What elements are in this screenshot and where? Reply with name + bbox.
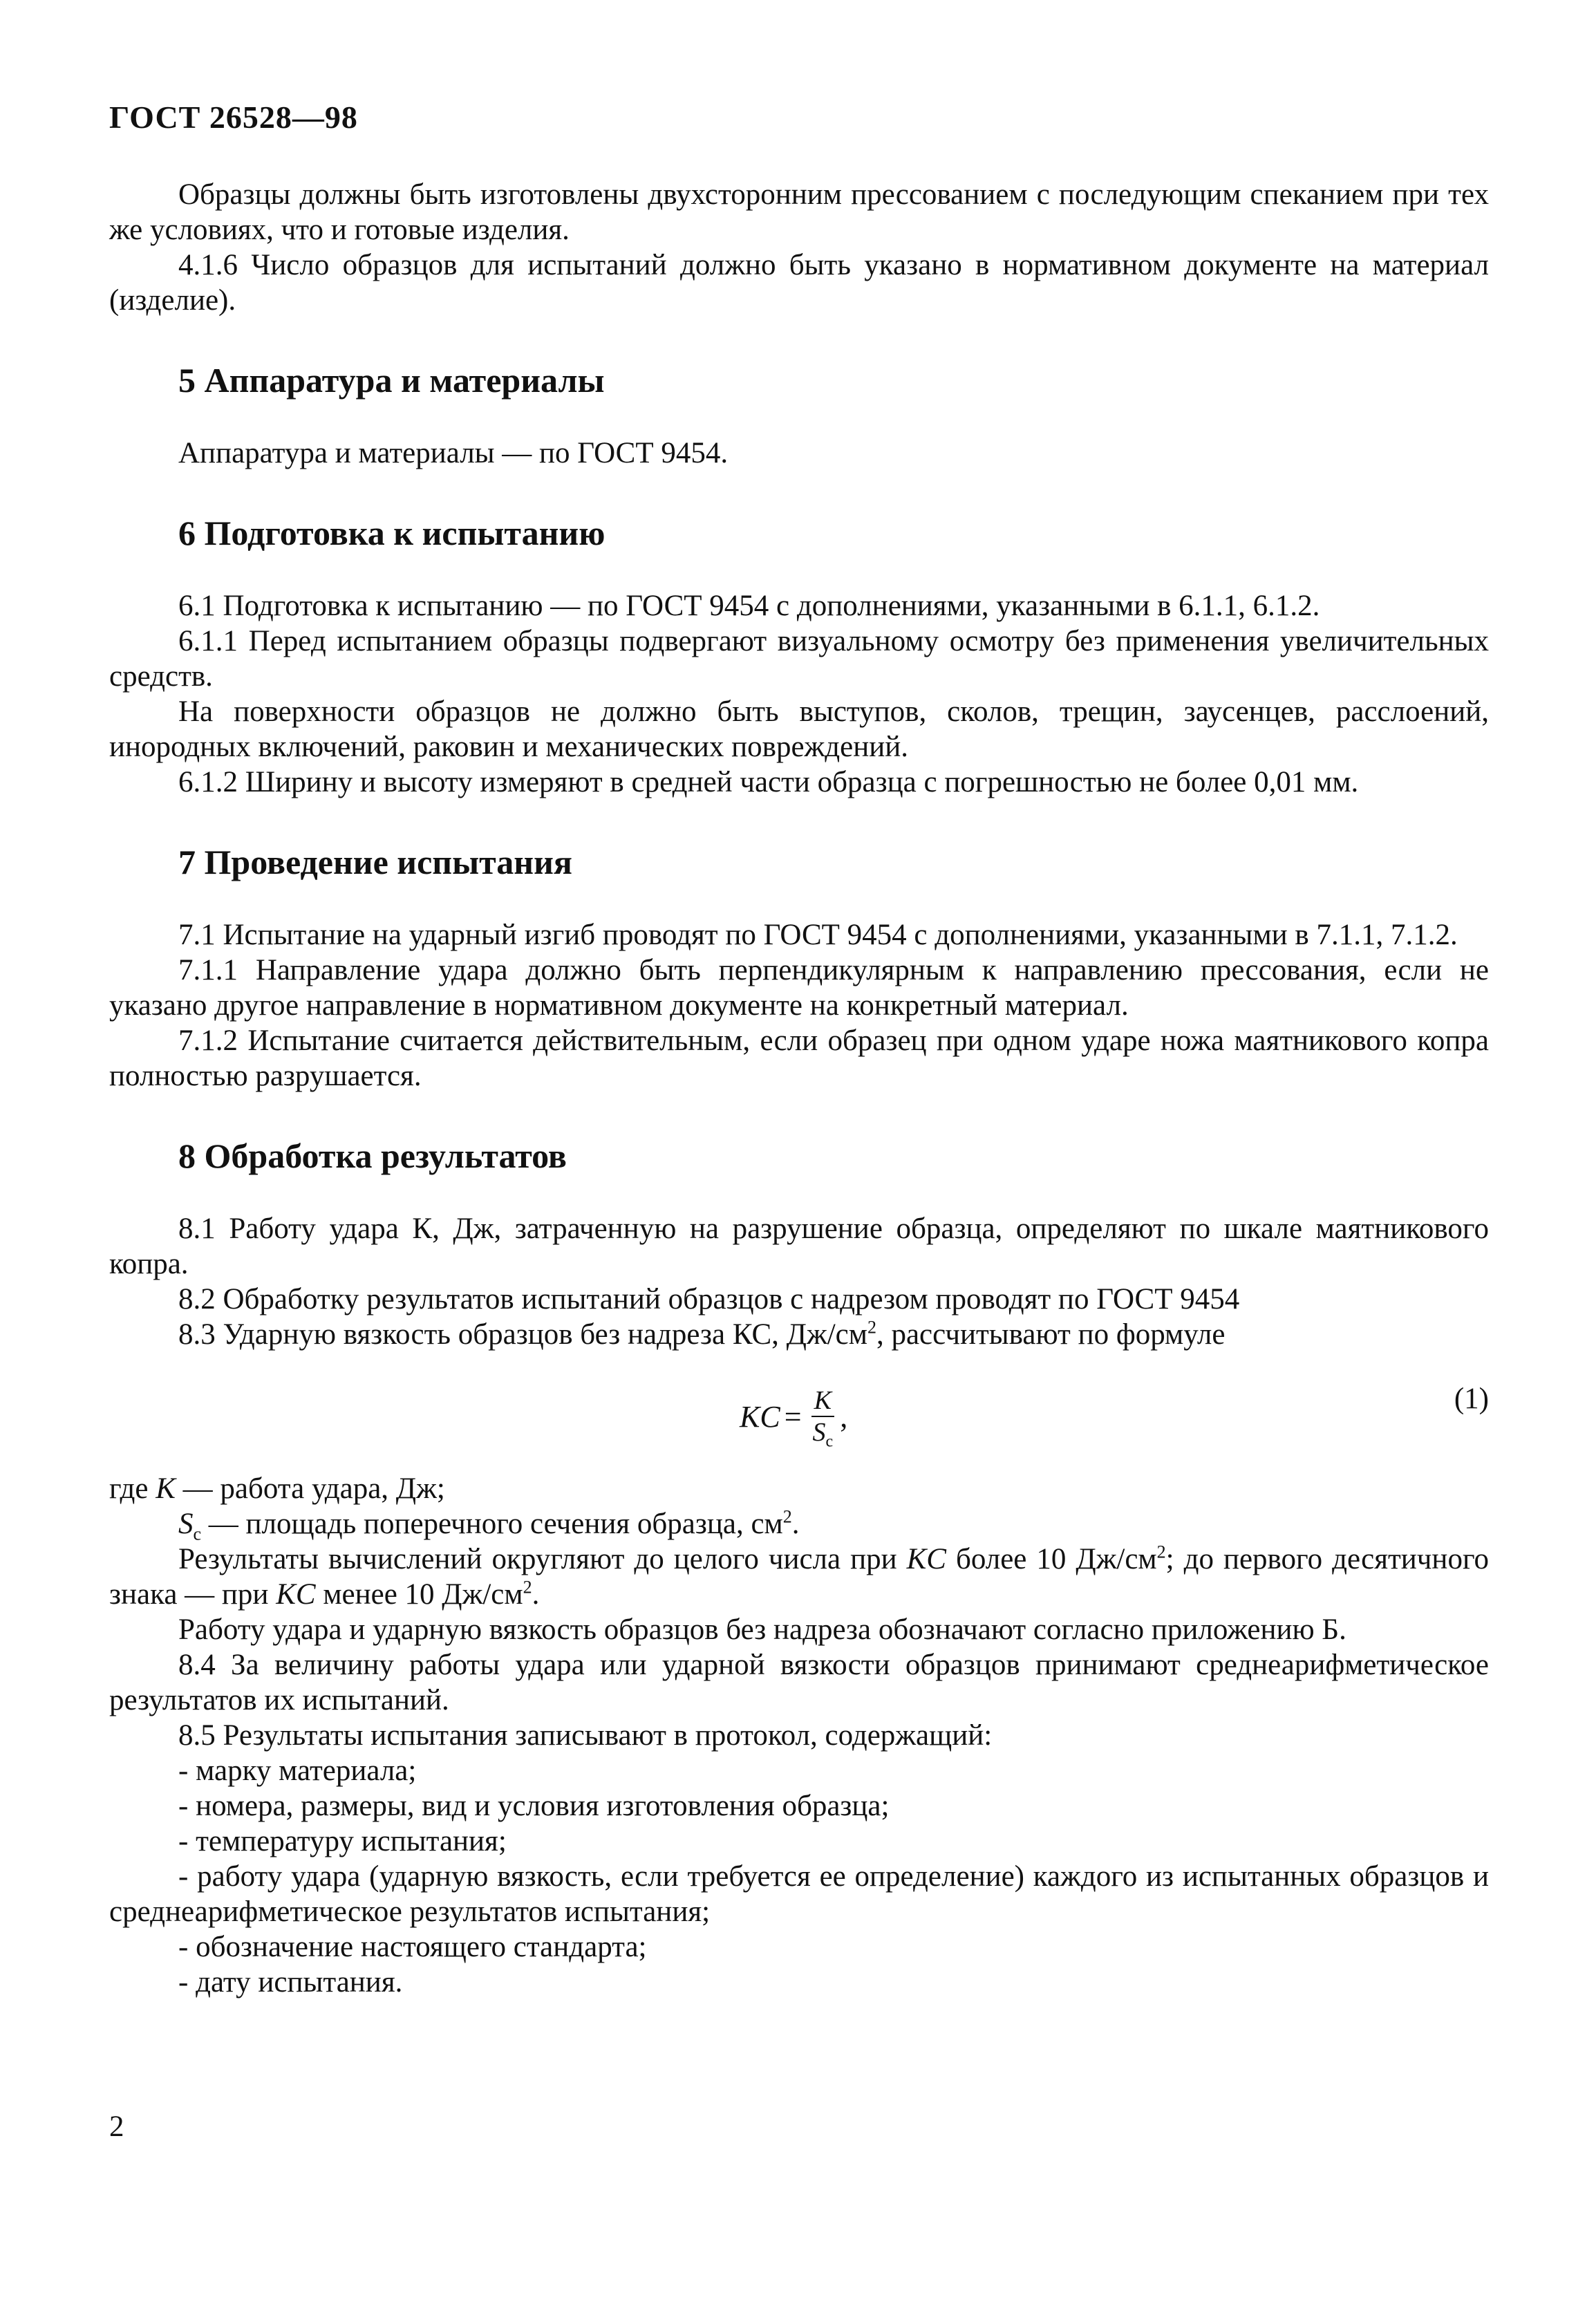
rounding-paragraph xyxy=(109,1542,1489,1612)
section-7-title: 7 Проведение испытания xyxy=(178,843,572,881)
formula-denominator-var: S xyxy=(812,1418,826,1447)
standard-header: ГОСТ 26528—98 xyxy=(109,100,358,135)
section-7-paragraph-1: 7.1 Испытание на ударный изгиб проводят по ГОСТ 9454 с дополнениями, указанными в 7.1.1, 7.1.2. xyxy=(178,919,1458,951)
section-6-title: 6 Подготовка к испытанию xyxy=(178,514,605,552)
protocol-list-item: - номера, размеры, вид и условия изготовления образца; xyxy=(178,1790,890,1822)
round-kc-1: KC xyxy=(906,1543,946,1575)
section-6-paragraph-3: На поверхности образцов не должно быть выступов, сколов, трещин, заусенцев, расслоений, инородных включений, раковин и механических повреждений. xyxy=(109,695,1489,763)
where-prefix: где xyxy=(109,1472,156,1505)
protocol-list-item: - температуру испытания; xyxy=(178,1825,507,1857)
section-8-paragraph-5: 8.4 За величину работы удара или ударной вязкости образцов принимают среднеарифметическое результатов их испытаний. xyxy=(109,1649,1489,1716)
where-line-1 xyxy=(109,1471,1489,1506)
section-8-paragraph-6: 8.5 Результаты испытания записывают в протокол, содержащий: xyxy=(178,1719,993,1752)
formula-equals: = xyxy=(784,1399,802,1434)
formula-fraction xyxy=(810,1385,836,1451)
where-line-2 xyxy=(109,1506,1489,1542)
intro-paragraph-1: Образцы должны быть изготовлены двухсторонним прессованием с последующим спеканием при тех же условиях, что и готовые изделия. xyxy=(109,178,1489,246)
round-text-e: . xyxy=(532,1578,540,1611)
section-6-paragraph-1: 6.1 Подготовка к испытанию — по ГОСТ 9454 с дополнениями, указанными в 6.1.1, 6.1.2. xyxy=(178,590,1320,622)
section-6-paragraph-4: 6.1.2 Ширину и высоту измеряют в средней части образца с погрешностью не более 0,01 мм. xyxy=(178,766,1359,798)
section-6-paragraph-2: 6.1.1 Перед испытанием образцы подвергают визуальному осмотру без применения увеличительных средств. xyxy=(109,625,1489,693)
protocol-list-item: - работу удара (ударную вязкость, если требуется ее определение) каждого из испытанных образцов и среднеарифметическое результатов испытания; xyxy=(109,1860,1489,1928)
where-s-sup: 2 xyxy=(782,1506,792,1527)
section-8-title: 8 Обработка результатов xyxy=(178,1136,567,1175)
page-number: 2 xyxy=(109,2110,124,2143)
section-8-paragraph-2: 8.2 Обработку результатов испытаний образцов с надрезом проводят по ГОСТ 9454 xyxy=(178,1283,1240,1316)
formula-1 xyxy=(109,1371,1489,1468)
formula-numerator: K xyxy=(811,1385,834,1417)
formula-denominator-sub: c xyxy=(825,1432,834,1451)
protocol-list-item: - дату испытания. xyxy=(178,1966,403,1998)
round-sup-1: 2 xyxy=(1156,1542,1166,1562)
round-text-d: менее 10 Дж/см xyxy=(315,1578,523,1611)
where-s-text: — площадь поперечного сечения образца, см xyxy=(201,1508,783,1540)
where-var-s: S xyxy=(178,1508,194,1540)
section-8-paragraph-4: Работу удара и ударную вязкость образцов без надреза обозначают согласно приложению Б. xyxy=(178,1613,1346,1646)
section-8-paragraph-3 xyxy=(109,1317,1489,1352)
section-7-paragraph-3: 7.1.2 Испытание считается действительным, если образец при одном ударе ножа маятникового копра полностью разрушается. xyxy=(109,1024,1489,1092)
formula-number: (1) xyxy=(1454,1383,1489,1415)
p3-text-a: 8.3 Ударную вязкость образцов без надреза КС, Дж/см xyxy=(178,1318,867,1351)
where-var-k: K xyxy=(156,1472,176,1505)
where-k-text: — работа удара, Дж; xyxy=(175,1472,445,1505)
round-text-c: ; до первого десятичного знака — при xyxy=(109,1543,1490,1611)
protocol-list-item: - марку материала; xyxy=(178,1754,417,1787)
formula-tail: , xyxy=(840,1399,848,1434)
formula-expression xyxy=(740,1385,848,1451)
formula-denominator xyxy=(810,1417,836,1451)
formula-lhs: KC xyxy=(740,1399,780,1434)
round-text-b: более 10 Дж/см xyxy=(946,1543,1157,1575)
round-sup-2: 2 xyxy=(523,1577,532,1598)
where-s-end: . xyxy=(791,1508,800,1540)
round-text-a: Результаты вычислений округляют до целого числа при xyxy=(178,1543,907,1575)
round-kc-2: KC xyxy=(276,1578,316,1611)
intro-paragraph-2: 4.1.6 Число образцов для испытаний должно быть указано в нормативном документе на материал (изделие). xyxy=(109,249,1489,317)
section-7-paragraph-2: 7.1.1 Направление удара должно быть перпендикулярным к направлению прессования, если не указано другое направление в нормативном документе на конкретный материал. xyxy=(109,954,1489,1022)
p3-sup: 2 xyxy=(867,1317,876,1338)
where-var-s-sub: c xyxy=(193,1524,202,1544)
p3-text-b: , рассчитывают по формуле xyxy=(876,1318,1226,1351)
document-body xyxy=(109,177,1489,2000)
section-5-title: 5 Аппаратура и материалы xyxy=(178,361,605,400)
section-5-paragraph-1: Аппаратура и материалы — по ГОСТ 9454. xyxy=(178,437,729,469)
section-8-paragraph-1: 8.1 Работу удара К, Дж, затраченную на разрушение образца, определяют по шкале маятникового копра. xyxy=(109,1213,1489,1280)
protocol-list-item: - обозначение настоящего стандарта; xyxy=(178,1931,647,1963)
